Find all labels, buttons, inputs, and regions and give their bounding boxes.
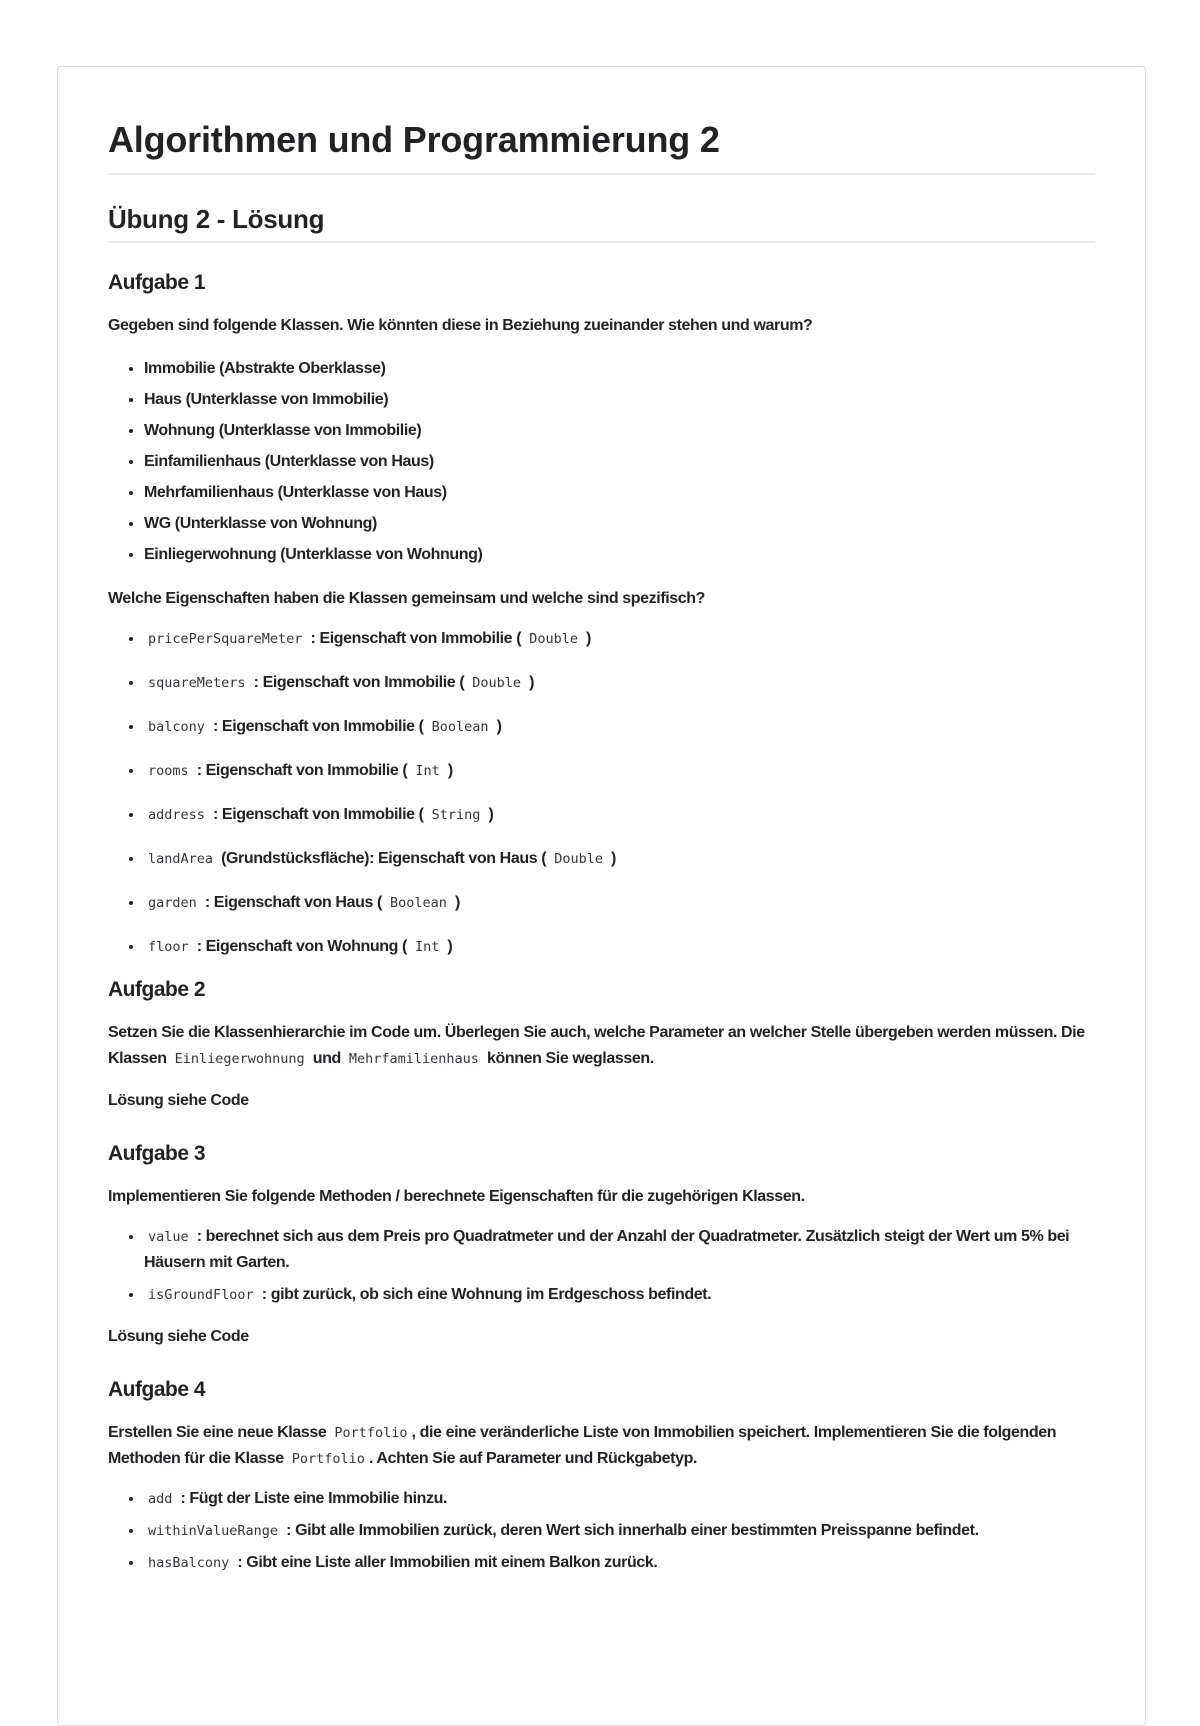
task-2-heading: Aufgabe 2 [108, 978, 206, 1001]
class-list-item: • Einfamilienhaus (Unterklasse von Haus) [144, 446, 1095, 477]
portfolio-method-list [108, 1486, 1095, 1576]
task-1-intro: Gegeben sind folgende Klassen. Wie könnten diese in Beziehung zueinander stehen und warum? [108, 317, 813, 334]
property-type: Double [554, 851, 603, 867]
task-2-text-mid: und [312, 1050, 341, 1067]
document-page [57, 66, 1146, 1726]
property-type: Double [472, 675, 522, 691]
task-4-text-mid: , die eine veränderliche Liste von Immobilien speichert. Implementieren Sie die folgenden Methoden für die Klasse [108, 1424, 1057, 1467]
method-desc: : Gibt eine Liste aller Immobilien mit einem Balkon zurück. [237, 1554, 658, 1571]
property-type: Int [415, 763, 440, 779]
method-item [144, 1224, 1095, 1276]
property-item [144, 934, 1095, 960]
task-4-text [108, 1420, 1095, 1472]
property-item [144, 802, 1095, 828]
property-close: ) [454, 894, 460, 911]
property-desc: (Grundstücksfläche): Eigenschaft von Haus ( [221, 850, 547, 867]
property-desc: : Eigenschaft von Immobilie ( [310, 630, 522, 647]
property-type: String [431, 807, 481, 823]
method-item [144, 1518, 1095, 1544]
property-name: squareMeters [148, 675, 246, 691]
task-4-heading: Aufgabe 4 [108, 1378, 206, 1401]
property-name: balcony [148, 719, 205, 735]
class-list-item: • Einliegerwohnung (Unterklasse von Wohnung) [144, 539, 1095, 570]
property-item [144, 714, 1095, 740]
task-3-intro: Implementieren Sie folgende Methoden / berechnete Eigenschaften für die zugehörigen Klassen. [108, 1188, 805, 1205]
property-item [144, 758, 1095, 784]
task-2-text-before: Setzen Sie die Klassenhierarchie im Code um. Überlegen Sie auch, welche Parameter an welcher Stelle übergeben werden müssen. Die Klassen [108, 1024, 1085, 1067]
page-title: Algorithmen und Programmierung 2 [108, 117, 1095, 175]
class-list-item: • WG (Unterklasse von Wohnung) [144, 508, 1095, 539]
task-4-text-after: . Achten Sie auf Parameter und Rückgabetyp. [368, 1450, 698, 1467]
property-desc: : Eigenschaft von Immobilie ( [196, 762, 408, 779]
task-2-text-after: können Sie weglassen. [486, 1050, 654, 1067]
class-list [108, 353, 1095, 570]
property-name: pricePerSquareMeter [148, 631, 303, 647]
method-desc: : Fügt der Liste eine Immobilie hinzu. [180, 1490, 448, 1507]
method-list [108, 1224, 1095, 1308]
method-desc: : Gibt alle Immobilien zurück, deren Wert sich innerhalb einer bestimmten Preisspanne befindet. [286, 1522, 979, 1539]
code-einliegerwohnung: Einliegerwohnung [174, 1051, 305, 1067]
property-desc: : Eigenschaft von Immobilie ( [212, 718, 424, 735]
task-3-solution: Lösung siehe Code [108, 1328, 249, 1345]
method-name: hasBalcony [148, 1555, 230, 1571]
property-type: Double [529, 631, 578, 647]
property-item [144, 670, 1095, 696]
property-desc: : Eigenschaft von Immobilie ( [253, 674, 465, 691]
method-desc: : gibt zurück, ob sich eine Wohnung im Erdgeschoss befindet. [261, 1286, 712, 1303]
property-item [144, 890, 1095, 916]
property-close: ) [611, 850, 616, 867]
property-type: Boolean [389, 895, 447, 911]
code-portfolio: Portfolio [291, 1451, 365, 1467]
property-close: ) [529, 674, 535, 691]
task-4-text-before: Erstellen Sie eine neue Klasse [108, 1424, 327, 1441]
property-close: ) [496, 718, 502, 735]
property-name: garden [148, 895, 197, 911]
property-close: ) [447, 938, 453, 955]
property-close: ) [586, 630, 591, 647]
property-desc: : Eigenschaft von Haus ( [204, 894, 382, 911]
property-close: ) [488, 806, 494, 823]
method-item [144, 1282, 1095, 1308]
code-mehrfamilienhaus: Mehrfamilienhaus [348, 1051, 479, 1067]
property-close: ) [447, 762, 453, 779]
property-item [144, 626, 1095, 652]
task-2-text [108, 1020, 1095, 1072]
code-portfolio: Portfolio [334, 1425, 408, 1441]
method-name: add [148, 1491, 173, 1507]
property-name: floor [148, 939, 189, 955]
method-name: value [148, 1229, 189, 1245]
method-name: withinValueRange [148, 1523, 279, 1539]
page-subtitle: Übung 2 - Lösung [108, 203, 1095, 243]
property-name: address [148, 807, 205, 823]
class-list-item: • Haus (Unterklasse von Immobilie) [144, 384, 1095, 415]
property-list [108, 626, 1095, 960]
task-2-solution: Lösung siehe Code [108, 1092, 249, 1109]
task-3-heading: Aufgabe 3 [108, 1142, 206, 1165]
class-list-item: • Wohnung (Unterklasse von Immobilie) [144, 415, 1095, 446]
property-desc: : Eigenschaft von Immobilie ( [212, 806, 424, 823]
class-list-item: • Mehrfamilienhaus (Unterklasse von Haus) [144, 477, 1095, 508]
property-desc: : Eigenschaft von Wohnung ( [196, 938, 407, 955]
property-item [144, 846, 1095, 872]
class-list-item: • Immobilie (Abstrakte Oberklasse) [144, 353, 1095, 384]
method-desc: : berechnet sich aus dem Preis pro Quadratmeter und der Anzahl der Quadratmeter. Zusätzlich steigt der Wert um 5% bei Häusern mit Garten. [144, 1228, 1070, 1271]
method-item [144, 1486, 1095, 1512]
property-type: Boolean [431, 719, 489, 735]
property-name: landArea [148, 851, 214, 867]
method-item [144, 1550, 1095, 1576]
task-1-question: Welche Eigenschaften haben die Klassen gemeinsam und welche sind spezifisch? [108, 590, 706, 607]
task-1-heading: Aufgabe 1 [108, 271, 206, 294]
method-name: isGroundFloor [148, 1287, 254, 1303]
property-type: Int [414, 939, 440, 955]
property-name: rooms [148, 763, 189, 779]
